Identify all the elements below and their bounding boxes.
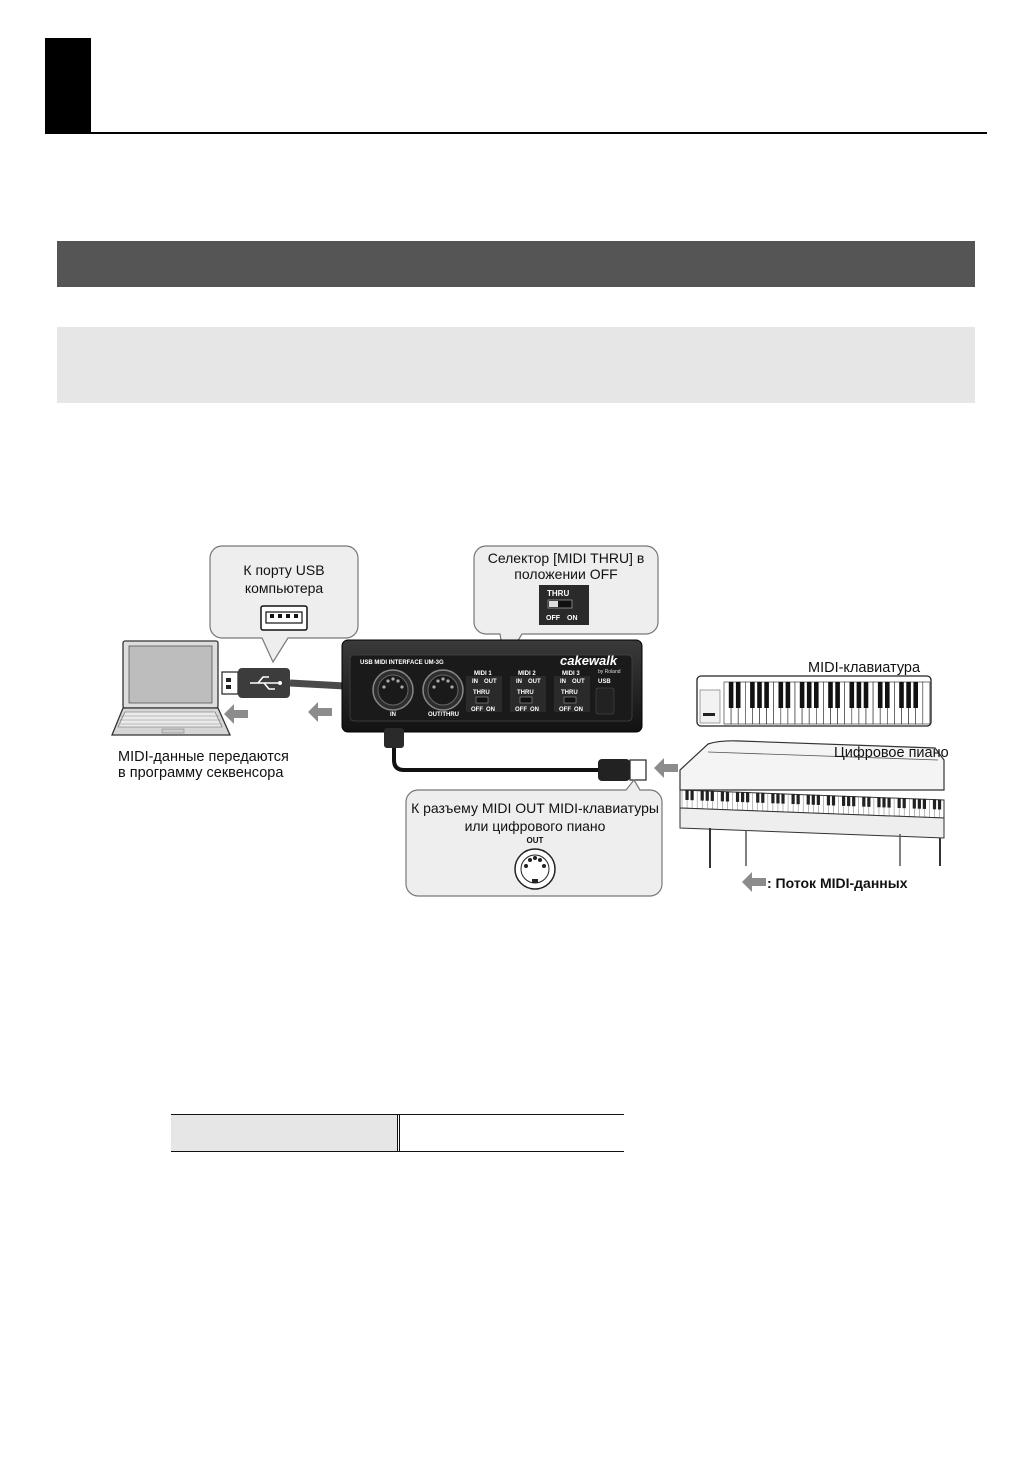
laptop-illustration [112,641,230,735]
black-key [913,682,918,708]
usb-callout-line2: компьютера [244,580,324,596]
piano-black-key [933,799,936,809]
svg-text:OFF: OFF [515,707,527,713]
legend-label: : Поток MIDI-данных [767,875,908,891]
piano-black-key [726,792,729,802]
piano-black-key [887,798,890,808]
piano-black-key [746,792,749,802]
keyboard-label: MIDI-клавиатура [808,660,921,676]
usb-plug [222,668,345,698]
piano-black-key [776,793,779,803]
black-key [864,682,869,708]
piano-black-key [847,796,850,806]
black-key [899,682,904,708]
piano-black-key [685,790,688,800]
piano-black-key [862,797,865,807]
black-key [906,682,911,708]
usb-port-callout [210,546,358,662]
piano-black-key [691,790,694,800]
svg-text:IN: IN [516,679,522,685]
din-jack-in [373,670,413,710]
piano-black-key [817,795,820,805]
piano-black-key [913,799,916,809]
port-midi2 [510,671,546,713]
midi-out-callout-line2: или цифрового пиано [464,818,606,834]
thru-switch-icon [539,585,589,625]
flow-arrow-left-2 [308,702,332,722]
chapter-rule [45,132,987,134]
din-jack-out-thru [423,670,463,710]
black-key [885,682,890,708]
computer-label-line1: MIDI-данные передаются [118,749,289,765]
piano-black-key [898,798,901,808]
black-key [828,682,833,708]
keyboard-keys [724,682,930,724]
svg-text:OUT: OUT [528,679,541,685]
midi-out-callout-line1: К разъему MIDI OUT MIDI-клавиатуры [411,800,659,816]
chapter-tab [45,38,91,134]
interface-brand-sub: by Roland [598,669,621,675]
piano-black-key [827,795,830,805]
black-key [800,682,805,708]
midi-interface [342,640,642,732]
black-key [736,682,741,708]
piano-black-key [706,791,709,801]
midi-out-jack-label: OUT [526,836,544,845]
piano-black-key [852,796,855,806]
piano-black-key [711,791,714,801]
piano-black-key [721,791,724,801]
piano-black-key [903,798,906,808]
svg-text:THRU: THRU [473,690,490,696]
port-label-midi2: MIDI 2 [518,671,536,677]
svg-text:IN: IN [560,679,566,685]
svg-text:ON: ON [574,707,583,713]
subsection-heading-bar [57,327,975,403]
black-key [878,682,883,708]
black-key [814,682,819,708]
piano-black-key [938,800,941,810]
piano-label: Цифровое пиано [834,745,949,761]
svg-text:OFF: OFF [471,707,483,713]
piano-black-key [797,794,800,804]
section-heading-bar [57,241,975,287]
thru-switch-off: OFF [546,615,560,622]
port-label-midi3: MIDI 3 [562,671,580,677]
piano-black-key [918,799,921,809]
table-separator [397,1115,400,1151]
black-key [764,682,769,708]
svg-text:OUT: OUT [572,679,585,685]
black-key [779,682,784,708]
black-key [786,682,791,708]
connection-diagram [0,540,1032,910]
white-key [923,682,930,724]
interface-brand: cakewalk [560,653,618,668]
thru-callout-line1: Селектор [MIDI THRU] в [487,550,645,566]
midi-out-callout [406,780,662,896]
interface-name: USB MIDI INTERFACE UM-3G [360,660,444,666]
jack-out-thru-label: OUT/THRU [428,712,459,718]
piano-black-key [771,793,774,803]
piano-black-key [781,794,784,804]
flow-arrow-left-1 [224,704,248,724]
piano-black-key [761,793,764,803]
svg-text:OUT: OUT [484,679,497,685]
thru-switch-on: ON [567,615,578,622]
thru-callout-line2: положении OFF [514,566,618,582]
piano-black-key [867,797,870,807]
computer-label-line2: в программу секвенсора [118,765,284,781]
piano-black-key [792,794,795,804]
piano-black-key [701,791,704,801]
legend-arrow [742,872,766,892]
usb-port-icon [261,606,307,630]
usb-callout-line1: К порту USB [243,562,325,578]
midi-cable [384,728,646,781]
table-header-cell [171,1115,397,1151]
port-midi1 [466,671,502,713]
svg-text:ON: ON [530,707,539,713]
piano-black-key [832,796,835,806]
black-key [857,682,862,708]
black-key [807,682,812,708]
flow-arrow-right-piano [654,758,678,778]
piano-black-key [882,797,885,807]
black-key [757,682,762,708]
piano-black-key [923,799,926,809]
piano-black-key [756,793,759,803]
svg-text:THRU: THRU [517,690,534,696]
midi-out-jack-icon [515,849,555,889]
thru-switch-label: THRU [547,589,570,598]
piano-black-key [877,797,880,807]
svg-text:ON: ON [486,707,495,713]
jack-in-label: IN [390,712,396,718]
black-key [850,682,855,708]
black-key [729,682,734,708]
piano-black-key [736,792,739,802]
svg-text:IN: IN [472,679,478,685]
piano-black-key [842,796,845,806]
midi-keyboard-illustration [697,676,931,726]
usb-indicator-label: USB [598,679,611,685]
piano-black-key [741,792,744,802]
piano-black-key [807,795,810,805]
parameter-table [171,1114,624,1152]
black-key [750,682,755,708]
piano-black-key [812,795,815,805]
svg-text:OFF: OFF [559,707,571,713]
black-key [835,682,840,708]
port-label-midi1: MIDI 1 [474,671,492,677]
port-midi3 [554,671,590,713]
svg-text:THRU: THRU [561,690,578,696]
